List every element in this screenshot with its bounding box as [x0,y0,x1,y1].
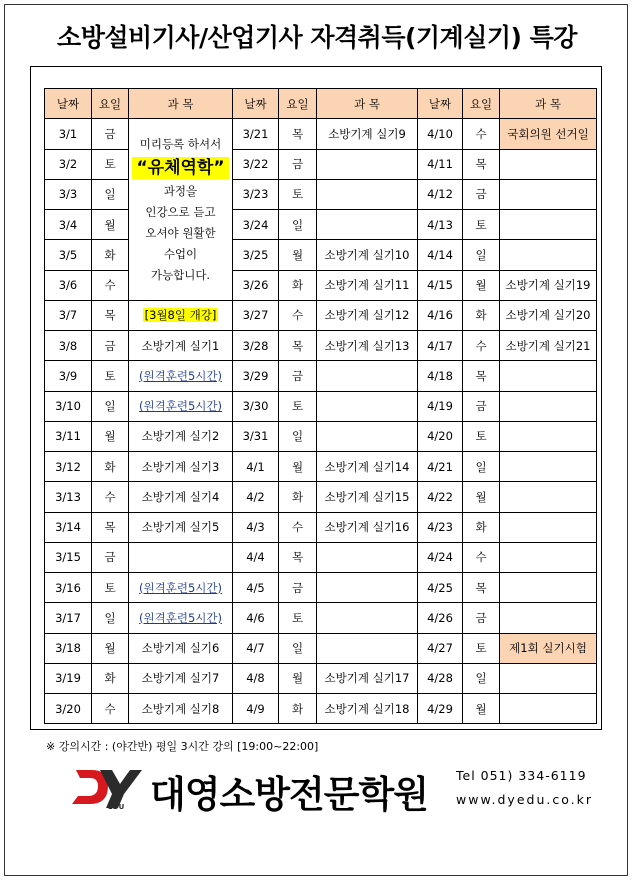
course-cell [317,542,418,572]
date-cell: 4/10 [418,119,463,149]
course-cell [500,512,597,542]
date-cell: 3/14 [45,512,92,542]
course-cell [500,331,597,361]
day-cell: 수 [279,512,317,542]
schedule-row [45,240,597,270]
date-cell: 4/15 [418,270,463,300]
date-cell: 4/1 [233,452,279,482]
academy-name: 대영소방전문학원 [150,773,428,816]
date-cell: 3/11 [45,421,92,451]
header-row [45,89,597,119]
course-cell [317,179,418,209]
day-cell: 토 [279,179,317,209]
date-cell: 3/18 [45,633,92,663]
day-cell: 화 [279,694,317,724]
date-cell: 4/28 [418,663,463,693]
course-cell [317,512,418,542]
day-cell: 목 [92,512,129,542]
day-cell: 금 [279,573,317,603]
course-label: 소방기계 실기17 [324,671,410,686]
course-cell [500,694,597,724]
date-cell: 4/24 [418,542,463,572]
date-cell: 4/16 [418,300,463,330]
day-cell: 수 [463,331,500,361]
schedule-row [45,573,597,603]
course-cell [129,694,233,724]
course-label[interactable]: (원격훈련5시간) [139,368,222,383]
header-day: 요일 [92,89,129,119]
date-cell: 4/14 [418,240,463,270]
course-cell [129,542,233,572]
course-cell [500,149,597,179]
course-label: 소방기계 실기9 [328,126,406,141]
course-cell [317,300,418,330]
website-link[interactable]: www.dyedu.co.kr [456,792,594,807]
day-cell: 화 [463,300,500,330]
day-cell: 토 [463,421,500,451]
date-cell: 3/4 [45,210,92,240]
date-cell: 4/19 [418,391,463,421]
course-label: 소방기계 실기13 [324,338,410,353]
schedule-row [45,119,597,149]
course-cell [317,603,418,633]
schedule-row [45,452,597,482]
course-cell [500,452,597,482]
course-label[interactable]: (원격훈련5시간) [139,580,222,595]
date-cell: 4/3 [233,512,279,542]
day-cell: 금 [92,331,129,361]
footnote: ※ 강의시간 : (야간반) 평일 3시간 강의 [19:00~22:00] [46,740,319,753]
notice-highlight: “유체역학” [132,157,228,179]
day-cell: 화 [92,452,129,482]
preregistration-notice [129,119,233,301]
course-cell [317,270,418,300]
course-label[interactable]: (원격훈련5시간) [139,399,222,414]
date-cell: 4/11 [418,149,463,179]
schedule-row [45,179,597,209]
date-cell: 3/26 [233,270,279,300]
schedule-row [45,149,597,179]
date-cell: 3/29 [233,361,279,391]
day-cell: 일 [279,633,317,663]
course-cell [500,240,597,270]
course-label: 소방기계 실기18 [324,701,410,716]
day-cell: 화 [279,270,317,300]
day-cell: 화 [92,240,129,270]
schedule-table [44,88,597,724]
day-cell: 목 [463,573,500,603]
phone-number: Tel 051) 334-6119 [456,768,587,783]
dy-logo-mark [70,766,150,810]
schedule-row [45,270,597,300]
course-cell [317,240,418,270]
course-label: 소방기계 실기6 [141,641,220,656]
date-cell: 3/12 [45,452,92,482]
date-cell: 3/13 [45,482,92,512]
day-cell: 수 [92,270,129,300]
date-cell: 4/21 [418,452,463,482]
day-cell: 토 [92,149,129,179]
header-course: 과 목 [500,89,597,119]
day-cell: 금 [92,542,129,572]
course-cell [129,633,233,663]
course-label: 소방기계 실기5 [141,520,220,535]
header-date: 날짜 [45,89,92,119]
course-cell [317,331,418,361]
schedule-row [45,391,597,421]
course-cell [317,573,418,603]
day-cell: 토 [463,210,500,240]
date-cell: 3/15 [45,542,92,572]
date-cell: 3/6 [45,270,92,300]
notice-line: 가능합니다. [150,267,211,282]
course-cell [129,482,233,512]
day-cell: 목 [92,300,129,330]
day-cell: 수 [92,482,129,512]
course-cell [500,300,597,330]
course-label: 소방기계 실기15 [324,489,410,504]
course-label: 소방기계 실기16 [324,520,410,535]
date-cell: 3/2 [45,149,92,179]
date-cell: 4/6 [233,603,279,633]
course-cell [317,694,418,724]
course-cell [129,603,233,633]
course-cell [500,391,597,421]
date-cell: 4/20 [418,421,463,451]
header-day: 요일 [279,89,317,119]
header-date: 날짜 [418,89,463,119]
course-label: 소방기계 실기7 [141,671,220,686]
course-cell [129,331,233,361]
date-cell: 3/25 [233,240,279,270]
course-label: 소방기계 실기10 [324,247,410,262]
day-cell: 목 [279,331,317,361]
date-cell: 4/7 [233,633,279,663]
date-cell: 4/12 [418,179,463,209]
course-cell [317,663,418,693]
notice-line: 미리등록 하셔서 [139,136,222,151]
day-cell: 금 [279,361,317,391]
notice-line: 과정을 [163,183,198,198]
day-cell: 목 [463,149,500,179]
course-cell [500,361,597,391]
date-cell: 3/24 [233,210,279,240]
day-cell: 일 [279,421,317,451]
day-cell: 토 [92,361,129,391]
date-cell: 3/31 [233,421,279,451]
date-cell: 3/1 [45,119,92,149]
course-cell [317,482,418,512]
day-cell: 수 [279,300,317,330]
date-cell: 4/5 [233,573,279,603]
course-cell [317,391,418,421]
date-cell: 4/23 [418,512,463,542]
course-cell [500,542,597,572]
date-cell: 4/27 [418,633,463,663]
day-cell: 화 [92,663,129,693]
schedule-row [45,210,597,240]
day-cell: 일 [92,603,129,633]
date-cell: 3/8 [45,331,92,361]
course-cell [317,421,418,451]
course-label: 소방기계 실기20 [505,308,591,323]
course-cell [129,663,233,693]
course-cell [500,573,597,603]
course-cell [317,452,418,482]
date-cell: 4/25 [418,573,463,603]
day-cell: 금 [463,179,500,209]
schedule-row [45,482,597,512]
course-cell [317,361,418,391]
day-cell: 일 [463,663,500,693]
course-cell [129,573,233,603]
schedule-row [45,512,597,542]
course-cell [317,119,418,149]
schedule-row [45,603,597,633]
day-cell: 토 [279,603,317,633]
day-cell: 금 [279,149,317,179]
schedule-row [45,542,597,572]
schedule-row [45,663,597,693]
notice-line: 오셔야 원활한 [145,225,216,240]
day-cell: 월 [92,210,129,240]
day-cell: 일 [92,391,129,421]
course-cell [500,603,597,633]
date-cell: 3/19 [45,663,92,693]
day-cell: 일 [463,240,500,270]
day-cell: 수 [463,542,500,572]
day-cell: 월 [463,270,500,300]
header-course: 과 목 [317,89,418,119]
date-cell: 3/30 [233,391,279,421]
header-course: 과 목 [129,89,233,119]
course-cell [129,452,233,482]
course-label: 소방기계 실기21 [505,338,591,353]
course-cell [317,149,418,179]
date-cell: 4/9 [233,694,279,724]
day-cell: 일 [279,210,317,240]
day-cell: 금 [463,391,500,421]
day-cell: 월 [92,421,129,451]
day-cell: 수 [463,119,500,149]
date-cell: 3/16 [45,573,92,603]
date-cell: 3/3 [45,179,92,209]
day-cell: 일 [92,179,129,209]
day-cell: 목 [463,361,500,391]
date-cell: 3/21 [233,119,279,149]
schedule-row [45,300,597,330]
course-cell [500,482,597,512]
course-cell [129,361,233,391]
day-cell: 월 [279,452,317,482]
day-cell: 수 [92,694,129,724]
course-cell [500,633,597,663]
notice-line: 인강으로 듣고 [145,204,216,219]
header-date: 날짜 [233,89,279,119]
date-cell: 4/29 [418,694,463,724]
date-cell: 3/23 [233,179,279,209]
day-cell: 금 [463,603,500,633]
date-cell: 4/4 [233,542,279,572]
page-title: 소방설비기사/산업기사 자격취득(기계실기) 특강 [57,23,577,52]
course-cell [129,421,233,451]
course-cell [500,663,597,693]
course-cell [317,210,418,240]
course-label: 소방기계 실기12 [324,308,410,323]
course-label: [3월8일 개강] [144,308,217,323]
day-cell: 월 [279,663,317,693]
course-label: 국회의원 선거일 [507,126,589,141]
schedule-row [45,361,597,391]
course-cell [500,421,597,451]
date-cell: 3/10 [45,391,92,421]
day-cell: 목 [279,542,317,572]
course-cell [317,633,418,663]
date-cell: 3/28 [233,331,279,361]
date-cell: 3/20 [45,694,92,724]
date-cell: 4/8 [233,663,279,693]
course-label: 소방기계 실기2 [141,429,220,444]
day-cell: 월 [92,633,129,663]
course-label: 소방기계 실기11 [324,278,410,293]
day-cell: 화 [279,482,317,512]
course-label: 소방기계 실기19 [505,278,591,293]
day-cell: 토 [279,391,317,421]
day-cell: 일 [463,452,500,482]
day-cell: 토 [92,573,129,603]
course-cell [500,119,597,149]
day-cell: 월 [279,240,317,270]
day-cell: 목 [279,119,317,149]
notice-line: 수업이 [163,246,198,261]
course-label: 소방기계 실기14 [324,459,410,474]
date-cell: 3/5 [45,240,92,270]
course-label: 소방기계 실기4 [141,489,220,504]
date-cell: 3/22 [233,149,279,179]
date-cell: 4/26 [418,603,463,633]
date-cell: 4/22 [418,482,463,512]
header-day: 요일 [463,89,500,119]
course-label[interactable]: (원격훈련5시간) [139,610,222,625]
course-cell [129,391,233,421]
date-cell: 3/9 [45,361,92,391]
course-cell [129,300,233,330]
course-cell [500,179,597,209]
day-cell: 월 [463,482,500,512]
course-cell [129,512,233,542]
date-cell: 4/17 [418,331,463,361]
course-cell [500,270,597,300]
schedule-row [45,633,597,663]
logo-sub-text: EDU [108,803,125,810]
date-cell: 3/27 [233,300,279,330]
course-label: 소방기계 실기8 [141,701,220,716]
schedule-row [45,421,597,451]
course-label: 제1회 실기시험 [509,641,587,656]
day-cell: 월 [463,694,500,724]
schedule-row [45,331,597,361]
day-cell: 금 [92,119,129,149]
date-cell: 3/7 [45,300,92,330]
date-cell: 4/13 [418,210,463,240]
schedule-row [45,694,597,724]
course-label: 소방기계 실기3 [141,459,220,474]
date-cell: 3/17 [45,603,92,633]
course-cell [500,210,597,240]
day-cell: 토 [463,633,500,663]
course-label: 소방기계 실기1 [141,338,220,353]
date-cell: 4/2 [233,482,279,512]
date-cell: 4/18 [418,361,463,391]
day-cell: 화 [463,512,500,542]
